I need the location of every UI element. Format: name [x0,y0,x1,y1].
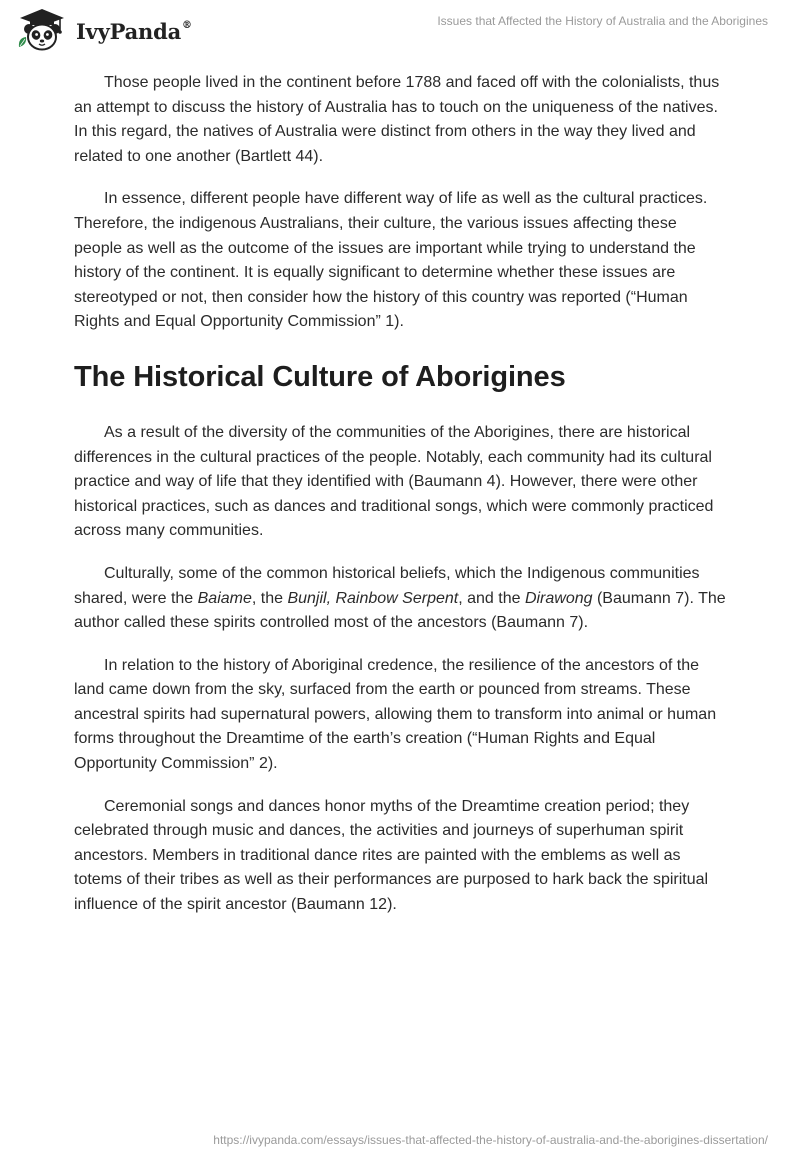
paragraph-4-text-4: (Baumann 7). The author called these spirits controlled most of the ancestors (Baumann 7). [74,589,726,632]
paragraph-4-italic-1: Baiame [197,589,252,607]
section-heading: The Historical Culture of Aborigines [74,360,566,393]
paragraph-4 [74,562,726,636]
ivypanda-logo[interactable] [16,7,192,53]
paragraph-4-italic-3: Dirawong [524,589,593,607]
paragraph-4-text-2: , the [251,589,288,607]
paragraph-4-text-3: , and the [458,589,525,607]
paragraph-1: Those people lived in the continent before 1788 and faced off with the colonialists, thus an attempt to discuss the history of Australia has to touch on the uniqueness of the natives. In this regard, the natives of Australia were distinct from others in the way they lived and related to one another (Bartlett 44). [74,74,720,165]
paragraph-5: In relation to the history of Aboriginal credence, the resilience of the ancestors of the land came down from the sky, surfaced from the earth or pounced from streams. These ancestral spirits had supernatural powers, allowing them to transform into animal or human forms throughout the Dreamtime of the earth’s creation (“Human Rights and Equal Opportunity Commission” 2). [74,656,717,773]
logo-wordmark [76,19,192,44]
paragraph-2: In essence, different people have different way of life as well as the cultural practices. Therefore, the indigenous Australians, their culture, the various issues affecting these people as well as the outcome of the issues are important while trying to understand the history of the continent. It is equally significant to determine whether these issues are stereotyped or not, then consider how the history of this country was reported (“Human Rights and Equal Opportunity Commission” 1). [74,190,708,331]
registered-mark: ® [182,19,192,31]
paragraph-6: Ceremonial songs and dances honor myths of the Dreamtime creation period; they celebrated through music and dances, the activities and journeys of superhuman spirit ancestors. Members in traditional dance rites are painted with the emblems as well as totems of their tribes as well as their performances are purposed to hark back the spiritual influence of the spirit ancestor (Baumann 12). [74,797,709,914]
logo-text: IvyPanda [76,18,182,44]
panda-graduate-icon [16,7,68,53]
source-url-link[interactable]: https://ivypanda.com/essays/issues-that-affected-the-history-of-australia-and-the-aborigines-dissertation/ [213,1133,768,1147]
paragraph-4-text-1: Culturally, some of the common historical beliefs, which the Indigenous communities shared, were the [74,564,700,607]
essay-content [74,71,726,936]
document-title: Issues that Affected the History of Australia and the Aborigines [437,14,768,28]
paragraph-3: As a result of the diversity of the communities of the Aborigines, there are historical differences in the cultural practices of the people. Notably, each community had its cultural practice and way of life that they identified with (Baumann 4). However, there were other historical practices, such as dances and traditional songs, which were commonly practiced across many communities. [74,423,714,540]
page-header [0,0,800,60]
paragraph-4-italic-2: Bunjil, Rainbow Serpent [287,589,459,607]
